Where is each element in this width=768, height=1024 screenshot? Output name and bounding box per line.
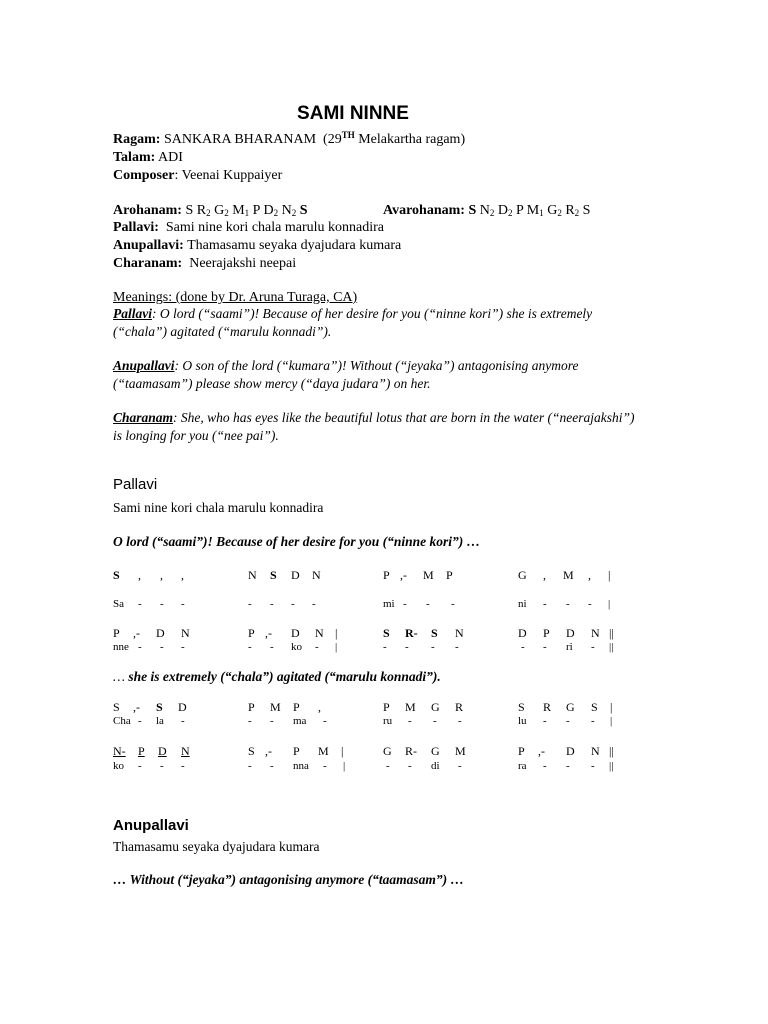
meaning-anupallavi-text: : O son of the lord (“kumara”)! Without (“jeyaka”) antagonising anymore (“taamasam”) please show mercy (“daya judara”) on her.: [113, 358, 579, 391]
page-title: SAMI NINNE: [297, 103, 409, 124]
pallavi-line: [113, 219, 384, 236]
arohanam-label: Arohanam:: [113, 203, 182, 218]
pallavi-value: Sami nine kori chala marulu konnadira: [165, 220, 384, 235]
notation-row: P ,- D N P ,- D N | S R- S N D P D N ||: [113, 626, 614, 640]
notation-row: ko - - - - - nna - | - - di - ra - - - ||: [113, 760, 614, 772]
anupallavi-value: Thamasamu seyaka dyajudara kumara: [187, 238, 402, 253]
notation-row: S ,- S D P M P , P M G R S R G S |: [113, 700, 613, 714]
meaning-anupallavi-label: Anupallavi: [113, 358, 175, 373]
pallavi-meaning-2: [113, 669, 441, 685]
talam-line: [113, 149, 183, 166]
ragam-line: [113, 131, 465, 148]
pallavi-meaning-2-text: she is extremely (“chala”) agitated (“marulu konnadi”).: [125, 669, 441, 684]
avarohanam-line: [383, 202, 590, 219]
talam-label: Talam:: [113, 150, 156, 165]
arohanam-line: [113, 202, 307, 219]
charanam-line: [113, 255, 296, 272]
ragam-number: (29: [323, 132, 342, 147]
composer-value: : Veenai Kuppaiyer: [174, 168, 283, 183]
notation-row: Cha - la - - - ma - ru - - - lu - - - |: [113, 715, 613, 727]
meaning-anupallavi: [113, 357, 643, 393]
charanam-label: Charanam:: [113, 256, 183, 271]
pallavi-text: Sami nine kori chala marulu konnadira: [113, 500, 324, 515]
ragam-value: SANKARA BHARANAM: [163, 132, 317, 147]
ellipsis: …: [113, 669, 126, 684]
avarohanam-label: Avarohanam:: [383, 203, 465, 218]
anupallavi-label: Anupallavi:: [113, 238, 184, 253]
pallavi-heading: Pallavi: [113, 476, 158, 493]
anupallavi-text: Thamasamu seyaka dyajudara kumara: [113, 839, 320, 854]
composer-label: Composer: [113, 168, 175, 183]
ragam-tail: Melakartha ragam): [358, 132, 466, 147]
meaning-pallavi-label: Pallavi: [113, 306, 152, 321]
meaning-charanam-text: : She, who has eyes like the beautiful lotus that are born in the water (“neerajakshi”) is longing for you (“nee pai”).: [113, 410, 635, 443]
pallavi-meaning-1: O lord (“saami”)! Because of her desire for you (“ninne kori”) …: [113, 534, 481, 549]
ragam-label: Ragam:: [113, 132, 161, 147]
notation-row: Sa - - - - - - - mi - - - ni - - - |: [113, 598, 611, 610]
notation-row: N- P D N S ,- P M | G R- G M P ,- D N ||: [113, 744, 614, 758]
meanings-heading: Meanings: (done by Dr. Aruna Turaga, CA): [113, 290, 358, 305]
ragam-superscript: TH: [341, 130, 355, 140]
meaning-charanam: [113, 409, 643, 445]
anupallavi-line: [113, 237, 401, 254]
notation-row: nne - - - - - ko - | - - - - - - ri - ||: [113, 641, 614, 653]
meaning-charanam-label: Charanam: [113, 410, 174, 425]
pallavi-label: Pallavi:: [113, 220, 159, 235]
avarohanam-value: S $N_2$ $D_2$ P $M_1$ $G_2$ $R_2$ S: [468, 203, 591, 218]
arohanam-value: S $R_2$ $G_2$ $M_1$ P $D_2$ $N_2$ S: [185, 203, 308, 218]
meaning-pallavi: [113, 305, 643, 341]
anupallavi-meaning-1: … Without (“jeyaka”) antagonising anymore (“taamasam”) …: [113, 872, 465, 887]
anupallavi-heading: Anupallavi: [113, 817, 189, 834]
charanam-value: Neerajakshi neepai: [189, 256, 297, 271]
notation-row: S , , , N S D N P ,- M P G , M , |: [113, 568, 611, 582]
talam-value: ADI: [158, 150, 183, 165]
meaning-pallavi-text: : O lord (“saami”)! Because of her desire for you (“ninne kori”) she is extremely (“chala”) agitated (“marulu konnadi”).: [113, 306, 593, 339]
composer-line: [113, 167, 282, 184]
